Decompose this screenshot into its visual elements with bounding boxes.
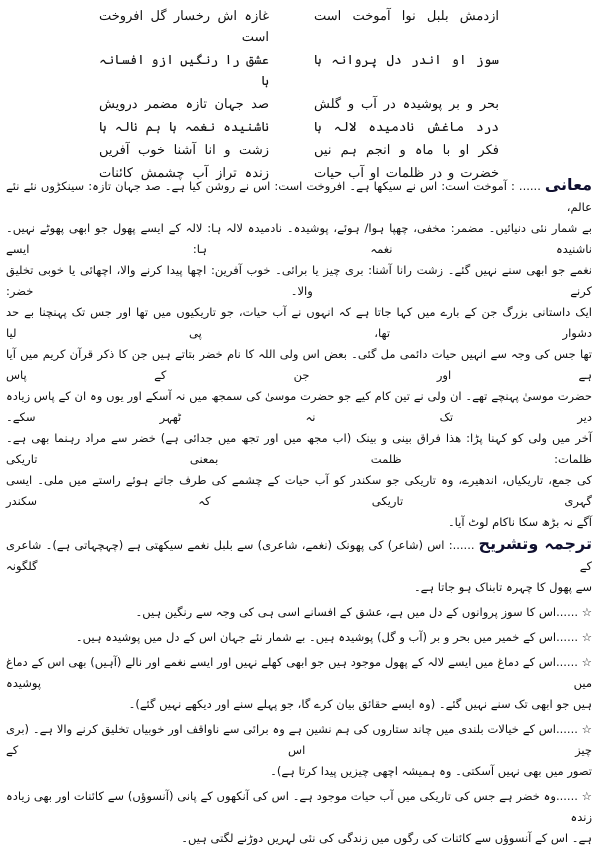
meanings-text: ...... : آموخت است: اس نے سیکھا ہے۔ افروخت است: اس نے روشن کیا ہے۔ صد جہان تازہ: سینکڑوں نئے نئے عالم، xyxy=(6,179,592,214)
translation-line: سے پھول کا چہرہ تابناک ہو جاتا ہے۔ xyxy=(413,580,592,594)
poem-line: بحر و بر پوشیدہ در آب و گلش xyxy=(314,97,499,112)
poem-line: صد جہان تازہ مضمر درویش xyxy=(99,97,269,112)
meanings-line: بے شمار نئی دنیائیں۔ مضمر: مخفی، چھپا ہوا/ ہوئے، پوشیدہ۔ نادمیدہ لالہ ہا: لالہ کے ایسے پھول جو ابھی پھوٹے نہیں۔ ناشنیدہ نغمہ ہا: ایسے xyxy=(6,221,592,256)
translation-line: ☆ ......اس کے دماغ میں ایسے لالہ کے پھول موجود ہیں جو ابھی کھلے نہیں اور ایسے نغمے اور نالے (آہیں) بھی اس کے دماغ میں پوشیدہ xyxy=(6,655,592,690)
translation-line: ہے۔ اس کے آنسوؤں سے کائنات کی رگوں میں زندگی کی نئی لہریں دوڑنے لگتی ہیں۔ xyxy=(181,831,592,845)
translation-line: ☆ ......اس کے خیالات بلندی میں چاند ستاروں کی ہم نشین ہے وہ برائی سے ناواقف اور خوبیاں تخلیق کرنے والا ہے۔ (بری چیز اس کے xyxy=(6,722,592,757)
translation-heading: ترجمہ وتشریح xyxy=(478,534,592,553)
meanings-line: آخر میں ولی کو کہنا پڑا: ھذا فراق بینی و بینک (اب مجھ میں اور تجھ میں جدائی ہے) خضر سے مراد رہنما بھی ہے۔ ظلمات: ظلمت بمعنی تاریکی xyxy=(6,431,592,466)
translation-line: ہیں جو ابھی تک سنے نہیں گئے۔ (وہ ایسے حقائق بیان کرے گا، جو پہلے سنے اور دیکھے نہیں گئے)۔ xyxy=(128,697,592,711)
meanings-line: کی جمع، تاریکیاں، اندھیرے، وہ تاریکی جو سکندر کو آب حیات کے چشمے کی طرف جاتے ہوئے راستے میں ملی۔ ایسی گہری تاریکی کہ سکندر xyxy=(6,473,592,508)
translation-line: تصور میں بھی نہیں آسکتی۔ وہ ہمیشہ اچھی چیزیں پیدا کرتا ہے)۔ xyxy=(270,764,592,778)
meanings-line: نغمے جو ابھی سنے نہیں گئے۔ زشت رانا آشنا: بری چیز یا برائی۔ خوب آفرین: اچھا پیدا کرنے والا، اچھائی یا خوبی تخلیق کرنے والا۔ خضر: xyxy=(6,263,592,298)
translation-line: ☆ ......اس کا سوز پروانوں کے دل میں ہے، عشق کے افسانے اسی ہی کی وجہ سے رنگین ہیں۔ xyxy=(135,605,592,619)
poem-line: عشق را رنگیں ازو افسانہ ہا xyxy=(99,53,269,89)
poem-line: فکر او با ماہ و انجم ہم نیں xyxy=(314,143,499,158)
poem xyxy=(6,6,592,181)
meanings-line: تھا جس کی وجہ سے انہیں حیات دائمی مل گئی۔ بعض اس ولی اللہ کا نام خضر بتاتے ہیں جن کا ذکر قرآن کریم میں آیا ہے اور جن کے پاس xyxy=(6,347,592,382)
meanings-line: آگے نہ بڑھ سکا ناکام لوٹ آیا۔ xyxy=(447,515,592,529)
poem-line: ازدمش بلبل نوا آموخت است xyxy=(314,9,499,24)
meanings-line xyxy=(6,174,592,218)
translation-section xyxy=(6,533,592,849)
translation-line: ☆ ......وہ خضر ہے جس کی تاریکی میں آب حیات موجود ہے۔ اس کی آنکھوں کے پانی (آنسوؤں) سے کائنات اور بھی زیادہ زندہ xyxy=(6,789,592,824)
poem-line: زشت و انا آشنا خوب آفریں xyxy=(99,143,269,158)
meanings-line: حضرت موسیٰ پہنچے تھے۔ ان ولی نے تین کام کیے جو حضرت موسیٰ کی سمجھ میں نہ آسکے اور یوں وہ ان کے پاس زیادہ دیر تک نہ ٹھہر سکے۔ xyxy=(6,389,592,424)
poem-line: ناشنیدہ نغمہ ہا ہم نالہ ہا xyxy=(99,120,269,135)
poem-line: زندہ تراز آب چشمش کائنات xyxy=(99,166,269,181)
meanings-section xyxy=(6,174,592,533)
meanings-heading: معانی xyxy=(544,175,592,194)
translation-line xyxy=(6,533,592,577)
translation-text: ......: اس (شاعر) کی پھونک (نغمے، شاعری) سے بلبل نغمے سیکھتی ہے (چہچہاتی ہے)۔ شاعری کے گلگونہ xyxy=(6,538,592,573)
meanings-line: ایک داستانی بزرگ جن کے بارے میں کہا جاتا ہے کہ انہوں نے آب حیات، جو تاریکیوں میں تھا اور جس تک پہنچنا بے حد دشوار تھا، پی لیا xyxy=(6,305,592,340)
poem-line: خضرت و در ظلمات او آب حیات xyxy=(314,166,499,181)
poem-line: غازہ اش رخسار گل افروخت است xyxy=(99,9,269,45)
poem-line: درد ماغش نادمیدہ لالہ ہا xyxy=(314,120,499,135)
poem-line: سوز او اندر دل پروانہ ہا xyxy=(314,53,499,68)
translation-line: ☆ ......اس کے خمیر میں بحر و بر (آب و گل) پوشیدہ ہیں۔ بے شمار نئے جہان اس کے دل میں پوشیدہ ہیں۔ xyxy=(75,630,592,644)
